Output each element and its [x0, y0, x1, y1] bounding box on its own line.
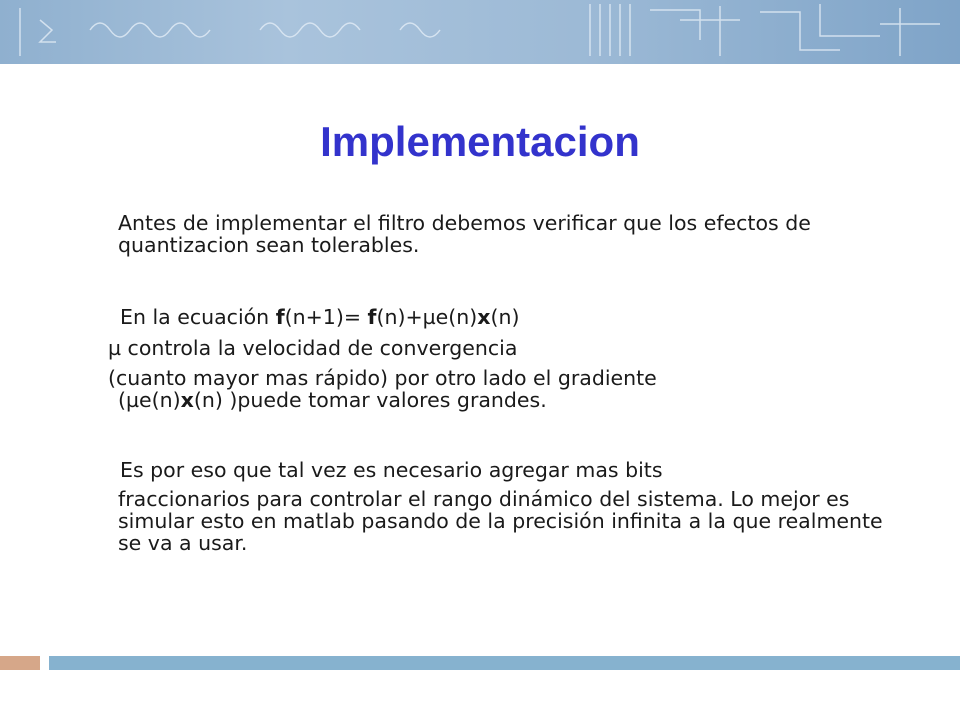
- equation-x: x: [477, 305, 491, 329]
- equation-mid1: (n+1)=: [284, 305, 368, 329]
- equation-f1: f: [275, 305, 285, 329]
- equation-mid2: (n)+µe(n): [376, 305, 478, 329]
- paragraph-matlab: fraccionarios para controlar el rango dinámico del sistema. Lo mejor es simular esto en matlab pasando de la precisión infinita a la que realmente se va a usar.: [118, 487, 883, 555]
- slide-title: Implementacion: [320, 118, 640, 165]
- paragraph-gradient: [108, 367, 908, 411]
- gradient-line2-pre: (µe(n): [118, 388, 181, 412]
- paragraph-equation: [120, 306, 910, 328]
- equation-f2: f: [367, 305, 377, 329]
- equation-prefix: En la ecuación: [120, 305, 276, 329]
- gradient-line2-post: (n) )puede tomar valores grandes.: [193, 388, 547, 412]
- equation-end: (n): [490, 305, 520, 329]
- header-banner: [0, 0, 960, 64]
- footer-accent-bar: [49, 656, 960, 670]
- math-formula-decoration: [0, 0, 960, 64]
- gradient-x: x: [180, 388, 194, 412]
- footer-accent-left: [0, 656, 40, 670]
- paragraph-bits: Es por eso que tal vez es necesario agregar mas bits: [120, 458, 663, 482]
- gradient-line1: (cuanto mayor mas rápido) por otro lado el gradiente: [108, 366, 657, 390]
- paragraph-mu: µ controla la velocidad de convergencia: [108, 336, 518, 360]
- paragraph-intro: Antes de implementar el filtro debemos verificar que los efectos de quantizacion sean tolerables.: [118, 211, 811, 257]
